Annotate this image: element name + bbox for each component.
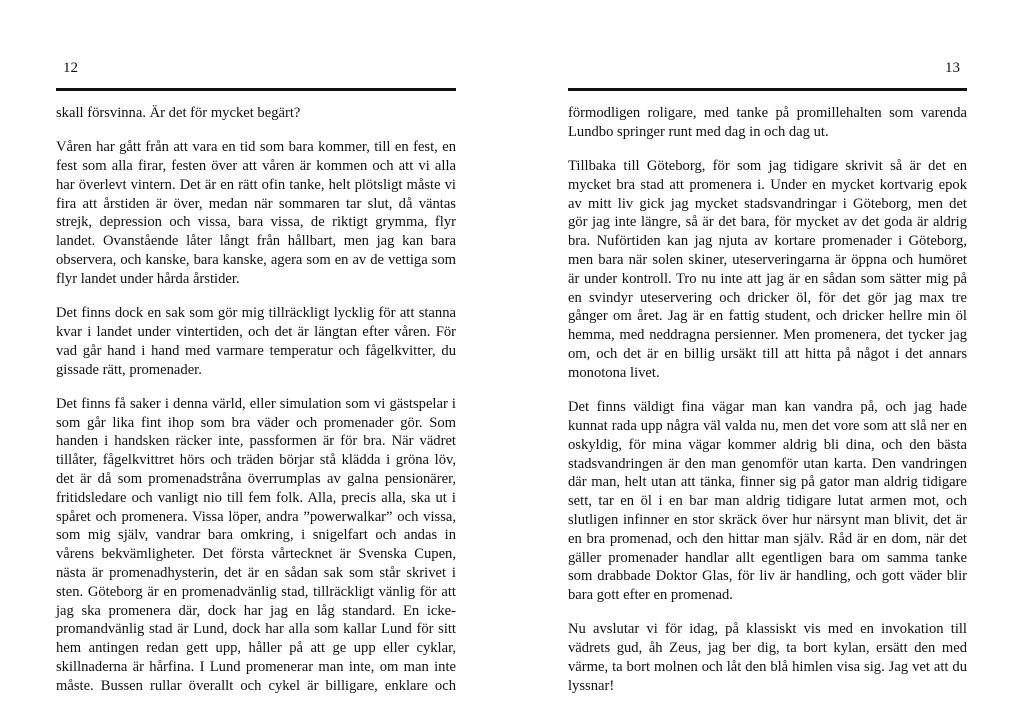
text-line: gissade rätt, promenader. xyxy=(56,361,202,378)
header-rule xyxy=(56,88,456,91)
text-line: en svindyr uteservering och dricker öl, för det gör jag max tre xyxy=(568,289,967,306)
page-body xyxy=(568,104,967,711)
text-line: skall försvinna. Är det för mycket begärt? xyxy=(56,105,301,121)
text-line: gäller promenader handlar allt egentligen bara om samma tanke xyxy=(568,549,967,566)
text-line: landet. Ovanstående låter långt från hållbart, men jag kan bara xyxy=(56,233,456,250)
text-line: fest som alla firar, festen över att våren är kommen och att vi alla xyxy=(56,158,456,175)
text-line: det är då som promenadstråna överrumplas av galna pensionärer, xyxy=(56,471,456,488)
text-line: monotona livet. xyxy=(568,364,660,381)
text-line: bra. Nuförtiden kan jag njuta av kortare promenader i Göteborg, xyxy=(568,233,967,250)
text-line: observera, och kanske, bara kanske, agera som en av de vettiga som xyxy=(56,252,456,269)
text-line: men bara när solen skiner, uteserveringarna är öppna och humöret xyxy=(568,252,967,269)
text-line: förmodligen roligare, med tanke på promillehalten som varenda xyxy=(568,105,967,121)
text-line: sten. Göteborg är en promenadvänlig stad, tillräckligt vänlig för att xyxy=(56,583,456,600)
text-line: Våren har gått från att vara en tid som bara kommer, till en fest, en xyxy=(56,139,456,156)
text-line: oskyldig, för mina vägar kommer aldrig bli dina, och den bästa xyxy=(568,436,967,453)
text-line: Det finns få saker i denna värld, eller simulation som vi gästspelar i xyxy=(56,395,456,412)
text-line: hem antingen redan gett upp, håller på att ge upp eller cyklar, xyxy=(56,640,456,657)
text-line: om, och det är en billig ursäkt till att hitta på något i det annars xyxy=(568,346,967,363)
text-line: spåret och promenera. Vissa löper, andra ”powerwalkar” och vissa, xyxy=(56,508,456,525)
text-line: fira att årstiden är över, medan när sommaren tar slut, då väntas xyxy=(56,195,456,212)
text-line: hemma, med neddragna persienner. Men promenera, det tycker jag xyxy=(568,327,967,344)
text-line: mycket bra stad att promenera i. Under en mycket kortvarig epok xyxy=(568,176,967,193)
paragraph xyxy=(568,620,967,695)
text-line: handen i handsken räcker inte, passformen är för bra. När vädret xyxy=(56,433,456,450)
text-line: nästa är promenadhysterin, det är en sådan sak som står skrivet i xyxy=(56,565,456,582)
paragraph xyxy=(568,104,967,142)
text-line: slutligen infinner en stor skräck över hur närsynt man blivit, det är xyxy=(568,511,967,528)
text-line: bara gott efter en promenad. xyxy=(568,587,733,604)
right-page xyxy=(568,0,967,724)
text-line: där man, helt utan att tänka, finner sig på gator man aldrig tidigare xyxy=(568,474,967,491)
text-line: Tillbaka till Göteborg, för som jag tidigare skrivit så är det en xyxy=(568,158,967,175)
paragraph xyxy=(568,398,967,605)
paragraph xyxy=(56,138,456,288)
header-rule xyxy=(568,88,967,91)
text-line: lyssnar! xyxy=(568,677,615,694)
paragraph xyxy=(56,395,456,696)
text-line: kvar i landet under vintertiden, och det är längtan efter våren. För xyxy=(56,323,456,340)
text-line: gånger om året. Jag är en fattig student, och dricker hellre min öl xyxy=(568,308,967,325)
text-line: promandvänlig stad är Lund, dock har alla som kallar Lund för sitt xyxy=(56,621,456,638)
text-line: flyr landet under hårda årstider. xyxy=(56,270,240,287)
paragraph xyxy=(568,157,967,383)
page-body xyxy=(56,104,456,711)
text-line: vädrets gud, åh Zeus, jag ber dig, ta bort kylan, ersätt den med xyxy=(568,640,967,657)
text-line: skillnaderna är hårfina. I Lund promenerar man inte, om man inte xyxy=(56,659,456,676)
text-line: gör jag inte längre, så är det bara, för mycket av det goda är aldrig xyxy=(568,214,967,231)
text-line: strejk, depression och vissa, bara vissa, de riktigt grymma, flyr xyxy=(56,214,456,231)
paragraph xyxy=(56,104,456,123)
text-line: är under kontroll. Tro nu inte att jag är en sådan som sätter mig på xyxy=(568,270,967,287)
text-line: fritidsledare och vanligt nio till fem folk. Alla, precis alla, ska ut i xyxy=(56,489,456,506)
text-line: Nu avslutar vi för idag, på klassiskt vis med en invokation till xyxy=(568,621,967,638)
text-line: vårens bekvämligheter. Det första vårtecknet är Svenska Cupen, xyxy=(56,546,456,563)
page-number: 12 xyxy=(63,60,78,76)
text-line: som drabbade Doktor Glas, för liv är handling, och gott väder blir xyxy=(568,568,967,585)
text-line: tillåter, fågelkvittret hörs och träden börjar stå klädda i gröna löv, xyxy=(56,452,456,469)
text-line: som går lika fint ihop som bra väder och promenader gör. Som xyxy=(56,414,456,431)
text-line: måste. Bussen rullar överallt och cykel är billigare, enklare och xyxy=(56,677,456,694)
text-line: har överlevt vintern. Det är en rätt ofin tanke, helt plötsligt måste vi xyxy=(56,176,456,193)
text-line: som mig själv, vandrar bara omkring, i snigelfart och andas in xyxy=(56,527,456,544)
page-number: 13 xyxy=(945,60,960,76)
left-page xyxy=(56,0,456,724)
text-line: en bra promenad, och den hittar man själv. Råd är en dom, när det xyxy=(568,530,967,547)
text-line: Lundbo springer runt med dag in och dag ut. xyxy=(568,123,829,140)
text-line: Det finns dock en sak som gör mig tillräckligt lycklig för att stanna xyxy=(56,305,456,322)
text-line: jag ska promenera där, dock har jag en låg standard. En icke- xyxy=(56,602,456,619)
text-line: av mitt liv gick jag mycket stadsvandringar i Göteborg, men det xyxy=(568,195,967,212)
text-line: Det finns väldigt fina vägar man kan vandra på, och jag hade xyxy=(568,399,967,416)
text-line: värme, ta bort molnen och låt den blå himlen visa sig. Jag vet att du xyxy=(568,659,967,676)
paragraph xyxy=(56,304,456,379)
text-line: sett, tar en öl i en bar man aldrig tidigare lutat armen mot, och xyxy=(568,493,967,510)
text-line: kunnat rada upp några väl valda nu, men det vore som att slå ner en xyxy=(568,417,967,434)
text-line: stadsvandringen är den man genomför utan karta. Den vandringen xyxy=(568,455,967,472)
text-line: vad går hand i hand med varmare temperatur och fågelkvitter, du xyxy=(56,342,456,359)
